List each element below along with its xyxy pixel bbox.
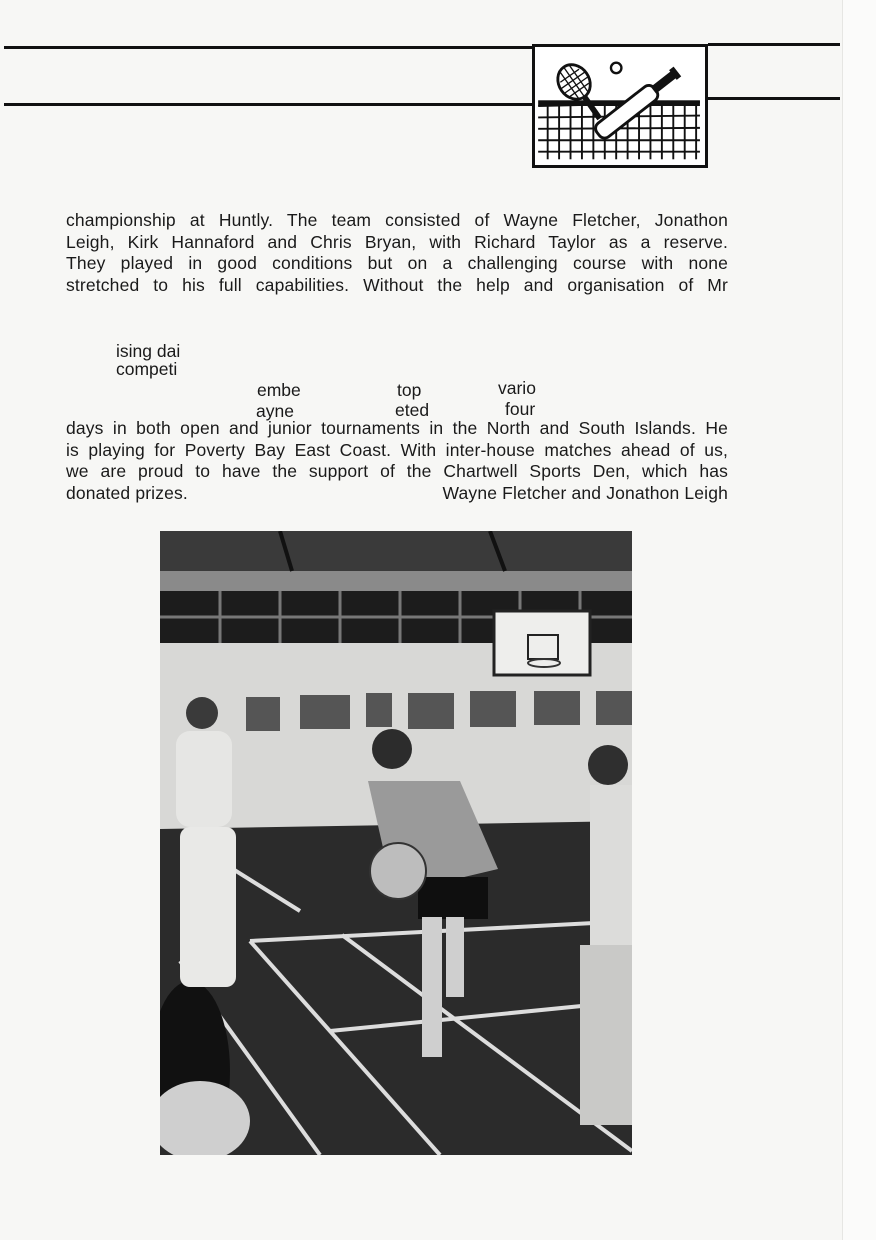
article-paragraph-1 <box>66 210 728 296</box>
text-line: Leigh, Kirk Hannaford and Chris Bryan, with Richard Taylor as a reserve. <box>66 231 728 252</box>
article-paragraph-2 <box>66 418 728 504</box>
text-fragment: vario <box>498 378 536 398</box>
header-rule-bottom <box>4 103 534 106</box>
text-line: championship at Huntly. The team consisted of Wayne Fletcher, Jonathon <box>66 210 728 230</box>
text-fragment: ayne <box>256 401 294 421</box>
text-fragment: embe <box>257 380 301 400</box>
text-line: days in both open and junior tournaments in the North and South Islands. He <box>66 418 728 438</box>
closing-line <box>66 483 728 505</box>
text-fragment: competi <box>116 359 178 379</box>
page-edge <box>842 0 876 1240</box>
header-rule-bottom-right <box>708 97 840 100</box>
text-fragment: top <box>397 380 422 400</box>
text-line: we are proud to have the support of the Chartwell Sports Den, which has <box>66 461 728 481</box>
basketball-photo <box>160 531 632 1155</box>
header-rule-top-right <box>708 43 840 46</box>
text-line: is playing for Poverty Bay East Coast. With inter-house matches ahead of us, <box>66 439 728 460</box>
article-byline: Wayne Fletcher and Jonathon Leigh <box>442 482 728 503</box>
text-fragment: eted <box>395 400 430 420</box>
header-rule-top <box>4 46 534 49</box>
closing-text: donated prizes. <box>66 482 188 503</box>
text-line: stretched to his full capabilities. Without the help and organisation of Mr <box>66 274 728 295</box>
sports-emblem-icon <box>532 44 708 168</box>
text-line: They played in good conditions but on a challenging course with none <box>66 253 728 273</box>
text-fragment: four <box>505 399 536 419</box>
text-fragment: ising dai <box>116 341 181 361</box>
